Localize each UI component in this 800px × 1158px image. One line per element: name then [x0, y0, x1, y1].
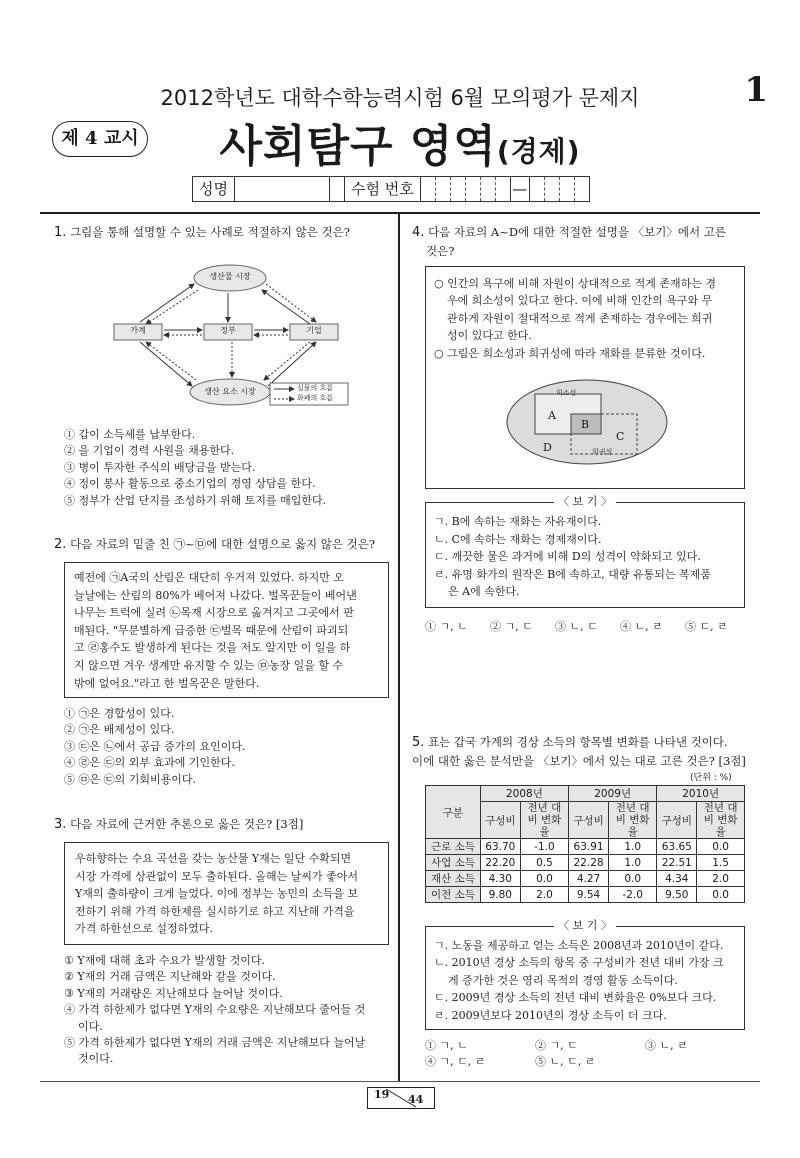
page-current: 19 — [374, 1088, 390, 1101]
q2-passage-line: 늘날에는 산림의 80%가 베어져 나갔다. 벌목꾼들이 베어낸 — [74, 588, 357, 602]
q3-option[interactable]: ⑤ 가격 하한제가 없다면 Y재의 거래 금액은 지난해보다 늘어날 — [64, 1036, 366, 1050]
name-exam-number-box — [192, 176, 590, 202]
table-cell: 9.80 — [480, 887, 520, 903]
table-cell: 0.0 — [697, 839, 745, 855]
q3-option[interactable]: ② Y재의 거래 금액은 지난해와 같을 것이다. — [64, 970, 276, 984]
q3-option[interactable]: ① Y재에 대해 초과 수요가 발생할 것이다. — [64, 954, 265, 967]
table-cell: 4.30 — [480, 871, 520, 887]
table-sub-header: 구성비 — [657, 802, 697, 839]
q3-passage-line: 전하기 위해 가격 하한제를 실시하기로 하고 지난해 가격을 — [75, 904, 355, 918]
table-row — [426, 887, 745, 903]
table-cell: 63.91 — [569, 839, 609, 855]
legend-money-label: 화폐의 흐름 — [297, 394, 334, 402]
q5-bogi-box — [425, 919, 745, 1030]
table-sub-header: 구성비 — [569, 802, 609, 839]
venn-a: A — [548, 409, 556, 422]
q1-option[interactable]: ③ 병이 투자한 주식의 배당금을 받는다. — [64, 460, 256, 474]
q3-option-cont: 이다. — [78, 1019, 103, 1033]
q5-option[interactable]: ② ㄱ, ㄷ — [535, 1039, 578, 1052]
exam-number-digit[interactable] — [575, 177, 589, 201]
q4-bogi-box — [425, 495, 745, 608]
q5-options — [425, 1038, 755, 1070]
table-cell: 9.54 — [569, 887, 609, 903]
q5-bogi-title: 〈 보 기 〉 — [554, 919, 616, 932]
page-number: 1 — [744, 70, 768, 110]
q2-passage-line: 고 ㉣홍수도 발생하게 된다는 것을 저도 알지만 이 일을 하 — [74, 641, 351, 655]
rarity-label: 희귀성 — [592, 448, 613, 456]
q1-options — [64, 427, 394, 509]
table-cell: 0.0 — [520, 871, 568, 887]
q4-text-line2: 것은? — [426, 244, 455, 258]
q4-bogi-item: ㄴ. C에 속하는 재화는 경제재이다. — [434, 532, 602, 546]
table-sub-header: 전년 대비 변화율 — [697, 802, 745, 839]
column-divider — [398, 214, 400, 1081]
area-title — [0, 110, 800, 174]
q4-stem — [412, 223, 758, 260]
q3-text: 다음 자료에 근거한 추론으로 옳은 것은? [3점] — [70, 817, 304, 831]
q3-passage — [64, 842, 389, 945]
exam-number-label: 수험 번호 — [345, 177, 421, 201]
q3-option[interactable]: ④ 가격 하한제가 없다면 Y재의 수요량은 지난해보다 줄어들 것 — [64, 1003, 366, 1017]
table-sub-header: 구성비 — [480, 802, 520, 839]
q5-bogi-item: ㄹ. 2009년보다 2010년의 경상 소득이 더 크다. — [434, 1008, 667, 1022]
area-title-main: 사회탐구 영역 — [219, 121, 497, 172]
table-year: 2008년 — [480, 786, 568, 802]
q4-option[interactable]: ④ ㄴ, ㄹ — [620, 620, 663, 633]
table-cell: -1.0 — [520, 839, 568, 855]
table-cell: 2.0 — [520, 887, 568, 903]
exam-number-digit[interactable] — [545, 177, 560, 201]
period-badge: 제 4 교시 — [52, 121, 148, 157]
q5-unit: (단위 : %) — [690, 773, 732, 783]
q4-options — [425, 619, 755, 635]
table-row-label: 이전 소득 — [426, 887, 481, 903]
q5-bogi-item: ㄴ. 2010년 경상 소득의 항목 중 구성비가 전년 대비 가장 크 — [434, 956, 724, 970]
q1-option[interactable]: ④ 정이 봉사 활동으로 중소기업의 경영 상담을 한다. — [64, 477, 316, 491]
q5-bogi-item-cont: 게 증가한 것은 영리 목적의 경영 활동 소득이다. — [448, 973, 678, 987]
q2-passage — [64, 562, 389, 698]
table-row — [426, 871, 745, 887]
q5-stem — [412, 733, 762, 770]
q4-bogi-item: ㄹ. 유명 화가의 원작은 B에 속하고, 대량 유통되는 복제품 — [434, 567, 711, 581]
page-counter — [367, 1087, 435, 1109]
q4-bogi-title: 〈 보 기 〉 — [554, 495, 616, 508]
exam-number-digit[interactable] — [451, 177, 466, 201]
q1-stem — [54, 223, 394, 242]
table-cell: 2.0 — [697, 871, 745, 887]
top-rule — [40, 212, 760, 214]
q5-bogi-item: ㄱ. 노동을 제공하고 얻는 소득은 2008년과 2010년이 같다. — [434, 939, 724, 952]
q2-option[interactable]: ⑤ ㉤은 ㉢의 기회비용이다. — [64, 772, 196, 786]
table-cell: 1.5 — [697, 855, 745, 871]
legend-real-label: 실물의 흐름 — [297, 384, 334, 392]
q4-option[interactable]: ⑤ ㄷ, ㄹ — [685, 620, 728, 633]
q4-option[interactable]: ③ ㄴ, ㄷ — [555, 620, 598, 633]
q5-text-line1: 표는 갑국 가계의 경상 소득의 항목별 변화를 나타낸 것이다. — [428, 735, 728, 749]
q3-passage-line: Y재의 출하량이 크게 늘었다. 이에 정부는 농민의 소득을 보 — [75, 887, 359, 901]
q1-option[interactable]: ① 갑이 소득세를 납부한다. — [64, 428, 196, 441]
table-cell: 22.28 — [569, 855, 609, 871]
q2-options — [64, 706, 394, 788]
area-title-subject: (경제) — [496, 135, 581, 168]
q2-passage-line: 지 않으면 겨우 생계만 유지할 수 있는 ㉤농장 일을 할 수 — [74, 658, 344, 672]
goods-market-label: 생산물 시장 — [209, 272, 251, 281]
exam-number-digit[interactable] — [436, 177, 451, 201]
exam-number-digit[interactable] — [496, 177, 511, 201]
spacer — [330, 177, 345, 201]
q5-option[interactable]: ① ㄱ, ㄴ — [425, 1039, 468, 1052]
table-cell: 4.27 — [569, 871, 609, 887]
bottom-rule — [40, 1081, 760, 1082]
q4-bogi-item-cont: 은 A에 속한다. — [448, 585, 520, 599]
q3-passage-line: 우하향하는 수요 곡선을 갖는 농산물 Y재는 일단 수확되면 — [75, 852, 352, 865]
table-cell: 0.5 — [520, 855, 568, 871]
exam-number-digit[interactable] — [421, 177, 436, 201]
table-row — [426, 855, 745, 871]
q2-option[interactable]: ② ㉠은 배제성이 있다. — [64, 723, 175, 737]
factor-market-label: 생산 요소 시장 — [204, 387, 256, 396]
exam-number-digit[interactable] — [481, 177, 496, 201]
q4-info-line: 관하게 자원이 절대적으로 적게 존재하는 경우에는 희귀 — [447, 311, 713, 325]
q3-options — [64, 953, 394, 1068]
table-cell: 63.65 — [657, 839, 697, 855]
venn-d: D — [543, 441, 552, 454]
q2-text: 다음 자료의 밑줄 친 ㉠~㉤에 대한 설명으로 옳지 않은 것은? — [70, 537, 376, 551]
q4-bogi-item: ㄷ. 깨끗한 물은 과거에 비해 D의 성격이 약화되고 있다. — [434, 550, 701, 564]
q2-option[interactable]: ③ ㉢은 ㉡에서 공급 증가의 요인이다. — [64, 739, 246, 753]
table-sub-header: 전년 대비 변화율 — [520, 802, 568, 839]
table-cell: -2.0 — [609, 887, 657, 903]
q3-number: 3. — [54, 817, 67, 832]
venn-b: B — [581, 418, 590, 431]
q4-info-line: 성이 있다고 한다. — [447, 329, 532, 343]
table-row — [426, 839, 745, 855]
q5-option[interactable]: ③ ㄴ, ㄹ — [645, 1039, 688, 1052]
table-row-header: 구분 — [426, 786, 481, 839]
government-label: 정부 — [220, 326, 236, 335]
q5-number: 5. — [412, 735, 425, 750]
q2-passage-line: 매된다. "무분별하게 급증한 ㉢벌목 때문에 산림이 파괴되 — [74, 623, 349, 637]
scarcity-label: 희소성 — [556, 389, 577, 397]
q1-text: 그림을 통해 설명할 수 있는 사례로 적절하지 않은 것은? — [70, 225, 350, 239]
q3-passage-line: 가격 하한선으로 설정하였다. — [75, 922, 214, 936]
q5-bogi-item: ㄷ. 2009년 경상 소득의 전년 대비 변화율은 0%보다 크다. — [434, 991, 717, 1005]
q3-passage-line: 시장 가격에 상관없이 모두 출하된다. 올해는 날씨가 좋아서 — [75, 869, 358, 883]
q5-option[interactable]: ⑤ ㄴ, ㄷ, ㄹ — [535, 1055, 596, 1068]
q5-bogi-title-wrap — [426, 918, 744, 934]
q2-passage-line: 밖에 없어요."라고 한 벌목꾼은 말한다. — [74, 676, 260, 690]
table-cell: 22.51 — [657, 855, 697, 871]
table-year: 2010년 — [657, 786, 745, 802]
q1-number: 1. — [54, 225, 67, 240]
q2-number: 2. — [54, 537, 67, 552]
q4-bogi-item: ㄱ. B에 속하는 재화는 자유재이다. — [434, 515, 602, 528]
q4-info-line: ○ 그림은 희소성과 희귀성에 따라 재화를 분류한 것이다. — [434, 346, 706, 360]
q4-option[interactable]: ① ㄱ, ㄴ — [425, 620, 468, 633]
table-row-label: 사업 소득 — [426, 855, 481, 871]
table-cell: 22.20 — [480, 855, 520, 871]
table-year: 2009년 — [569, 786, 657, 802]
exam-number-digit[interactable] — [466, 177, 481, 201]
q4-number: 4. — [412, 225, 425, 240]
q3-option[interactable]: ③ Y재의 거래량은 지난해보다 늘어날 것이다. — [64, 986, 283, 1000]
name-field[interactable] — [235, 177, 330, 201]
q2-passage-line: 나무는 트럭에 실려 ㉡목재 시장으로 옮겨지고 그곳에서 판 — [74, 606, 354, 620]
q4-text-line1: 다음 자료의 A~D에 대한 적절한 설명을 〈보기〉에서 고른 — [428, 225, 726, 239]
exam-number-dash: — — [511, 177, 530, 201]
q2-option[interactable]: ④ ㉣은 ㉢의 외부 효과에 기인한다. — [64, 756, 235, 770]
q4-info-line: 우에 희소성이 있다고 한다. 이에 비해 인간의 욕구와 무 — [447, 294, 713, 308]
table-row-label: 근로 소득 — [426, 839, 481, 855]
table-row-label: 재산 소득 — [426, 871, 481, 887]
table-cell: 1.0 — [609, 855, 657, 871]
table-sub-header: 전년 대비 변화율 — [609, 802, 657, 839]
q3-stem — [54, 815, 394, 834]
table-cell: 0.0 — [609, 871, 657, 887]
household-label: 가계 — [130, 326, 146, 335]
q5-text-line2: 이에 대한 옳은 분석만을 〈보기〉에서 있는 대로 고른 것은? [3점] — [412, 754, 746, 768]
table-cell: 63.70 — [480, 839, 520, 855]
exam-number-digit[interactable] — [560, 177, 575, 201]
table-cell: 9.50 — [657, 887, 697, 903]
q2-passage-line: 예전에 ㉠A국의 산림은 대단히 우거져 있었다. 하지만 오 — [74, 571, 345, 584]
table-cell: 0.0 — [697, 887, 745, 903]
table-cell: 1.0 — [609, 839, 657, 855]
q4-option[interactable]: ② ㄱ, ㄷ — [490, 620, 533, 633]
name-label: 성명 — [193, 177, 235, 201]
q3-option-cont: 것이다. — [78, 1052, 114, 1066]
q2-stem — [54, 535, 394, 554]
exam-number-digit[interactable] — [530, 177, 545, 201]
income-table — [425, 785, 745, 903]
venn-c: C — [616, 430, 625, 443]
firm-label: 기업 — [306, 326, 322, 335]
q1-option[interactable]: ⑤ 정부가 산업 단지를 조성하기 위해 토지를 매입한다. — [64, 493, 327, 507]
page-total: 44 — [408, 1093, 424, 1106]
q4-bogi-title-wrap — [426, 494, 744, 510]
table-cell: 4.34 — [657, 871, 697, 887]
exam-title: 2012학년도 대학수학능력시험 6월 모의평가 문제지 — [160, 86, 640, 110]
q4-info-line: ○ 인간의 욕구에 비해 자원이 상대적으로 적게 존재하는 경 — [434, 277, 716, 290]
q1-option[interactable]: ② 을 기업이 경력 사원을 채용한다. — [64, 444, 235, 458]
q5-option[interactable]: ④ ㄱ, ㄷ, ㄹ — [425, 1055, 486, 1068]
q2-option[interactable]: ① ㉠은 경합성이 있다. — [64, 707, 175, 720]
